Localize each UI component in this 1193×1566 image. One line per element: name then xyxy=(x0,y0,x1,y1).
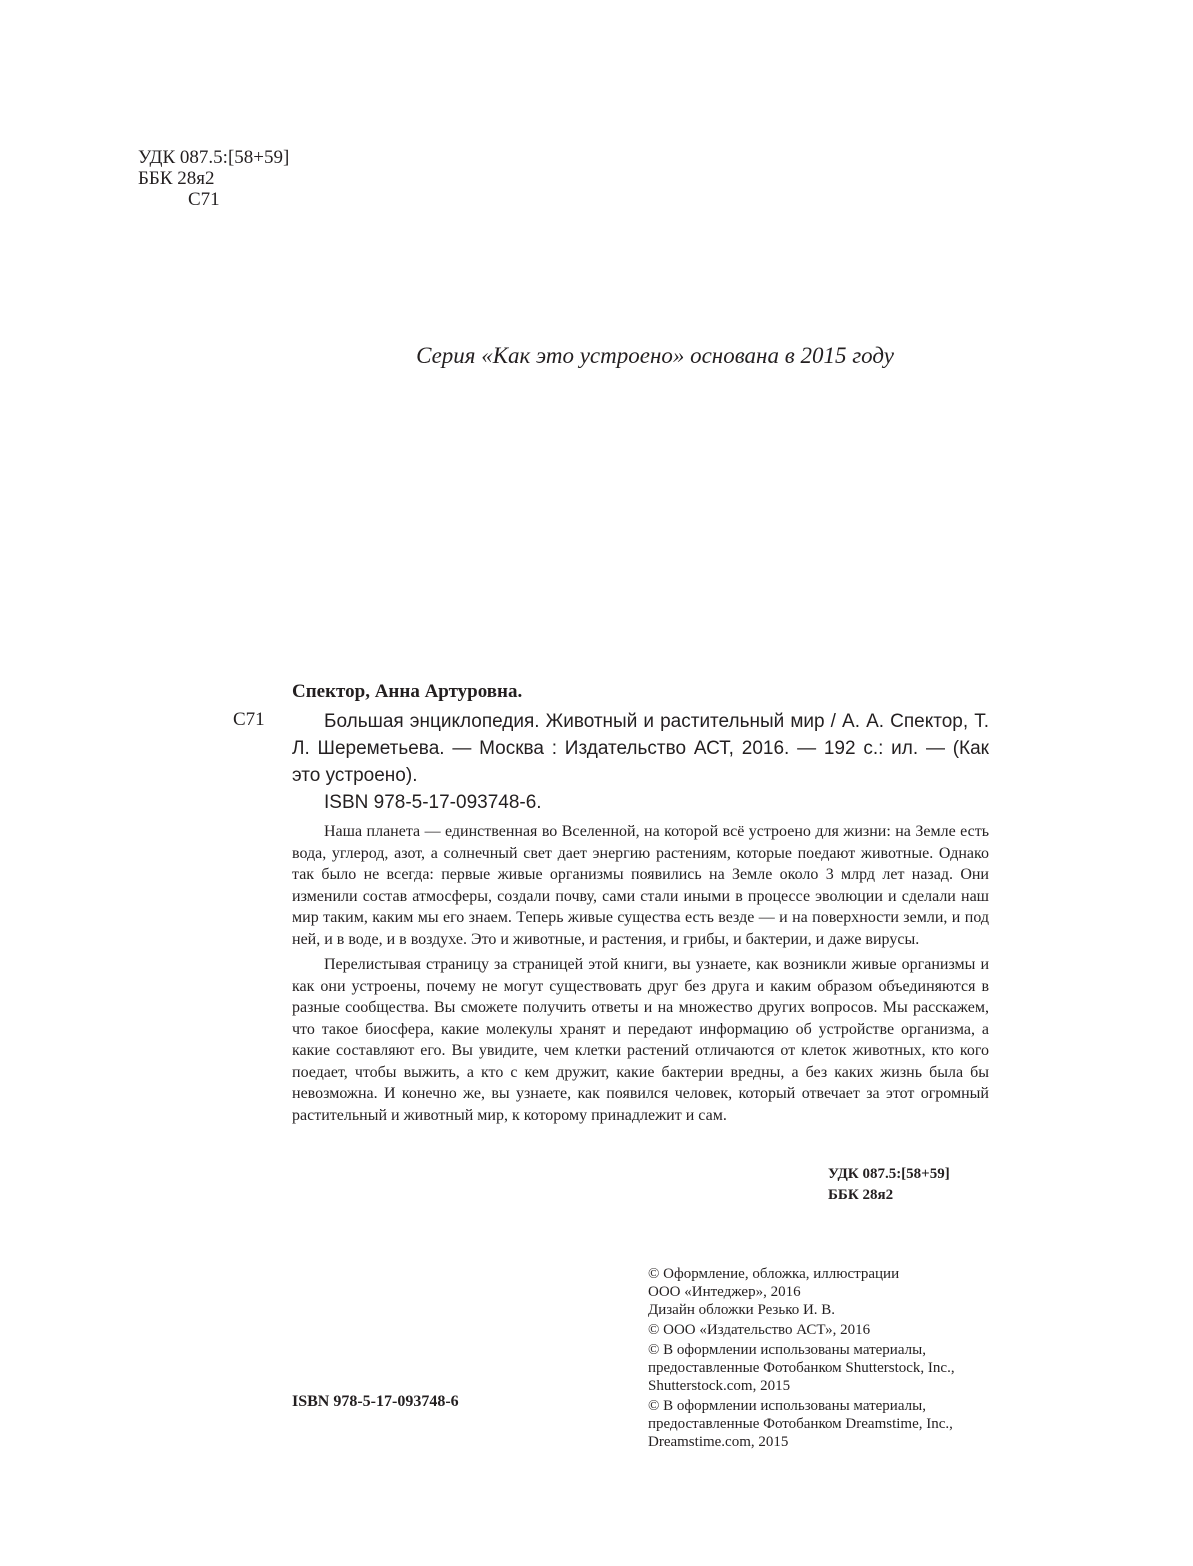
copyright-shutterstock xyxy=(648,1341,1008,1395)
udk-code: УДК 087.5:[58+59] xyxy=(138,147,290,168)
copyright-design xyxy=(648,1265,1008,1319)
copyright-line: Dreamstime.com, 2015 xyxy=(648,1434,789,1450)
annotation xyxy=(292,821,989,1130)
record-author-mark: С71 xyxy=(233,709,265,730)
classification-codes-top xyxy=(138,147,289,210)
classification-codes-bottom xyxy=(828,1164,950,1206)
author-mark: С71 xyxy=(188,189,220,210)
copyright-line: предоставленные Фотобанком Dreamstime, Inc., xyxy=(648,1416,953,1432)
record-isbn: ISBN 978-5-17-093748-6. xyxy=(324,792,542,813)
bbk-code-bottom: ББК 28я2 xyxy=(828,1187,894,1203)
copyright-line: ООО «Интеджер», 2016 xyxy=(648,1284,801,1300)
copyright-line: © В оформлении использованы материалы, xyxy=(648,1342,926,1358)
bibliographic-description xyxy=(292,708,989,789)
copyright-publisher xyxy=(648,1321,1008,1339)
isbn-bottom: ISBN 978-5-17-093748-6 xyxy=(292,1393,459,1410)
copyright-line: © Оформление, обложка, иллюстрации xyxy=(648,1266,900,1282)
udk-code-bottom: УДК 087.5:[58+59] xyxy=(828,1166,950,1182)
copyright-line: предоставленные Фотобанком Shutterstock, Inc., xyxy=(648,1360,955,1376)
bibliographic-text: Большая энциклопедия. Животный и растительный мир / А. А. Спектор, Т. Л. Шереметьева. — Москва : Издательство АСТ, 2016. — 192 с.: ил. — (Как это устроено). xyxy=(292,711,989,786)
annotation-paragraph: Наша планета — единственная во Вселенной, на которой всё устроено для жизни: на Земле есть вода, углерод, азот, а солнечный свет дает энергию растениям, которые поедают животные. Однако так было не всегда: первые живые организмы появились на Земле около 3 млрд лет назад. Они изменили состав атмосферы, создали почву, сами стали иными в процессе эволюции и сделали наш мир таким, каким мы его знаем. Теперь живые существа есть везде — и на поверхности земли, и под ней, и в воде, и в воздухе. Это и животные, и растения, и грибы, и бактерии, и даже вирусы. xyxy=(292,823,989,948)
copyright-line: © ООО «Издательство АСТ», 2016 xyxy=(648,1322,871,1338)
bbk-code: ББК 28я2 xyxy=(138,168,215,189)
copyright-line: Дизайн обложки Резько И. В. xyxy=(648,1302,836,1318)
copyright-line: © В оформлении использованы материалы, xyxy=(648,1398,926,1414)
copyright-line: Shutterstock.com, 2015 xyxy=(648,1378,791,1394)
series-note: Серия «Как это устроено» основана в 2015 году xyxy=(416,343,894,368)
annotation-paragraph: Перелистывая страницу за страницей этой книги, вы узнаете, как возникли живые организмы и как они устроены, почему не могут существовать друг без друга и каким образом объединяются в разные сообщества. Вы сможете получить ответы и на множество других вопросов. Мы расскажем, что такое биосфера, какие молекулы хранят и передают информацию об устройстве организма, а какие составляют его. Вы увидите, чем клетки растений отличаются от клеток животных, кто кого поедает, чтобы выжить, а кто с кем дружит, какие бактерии вредны, а без каких жизнь была бы невозможна. И конечно же, вы узнаете, как появился человек, который отвечает за этот огромный растительный и животный мир, к которому принадлежит и сам. xyxy=(292,956,989,1124)
record-author: Спектор, Анна Артуровна. xyxy=(292,681,523,702)
copyright-dreamstime xyxy=(648,1397,1008,1451)
copyright-block xyxy=(648,1265,1008,1453)
